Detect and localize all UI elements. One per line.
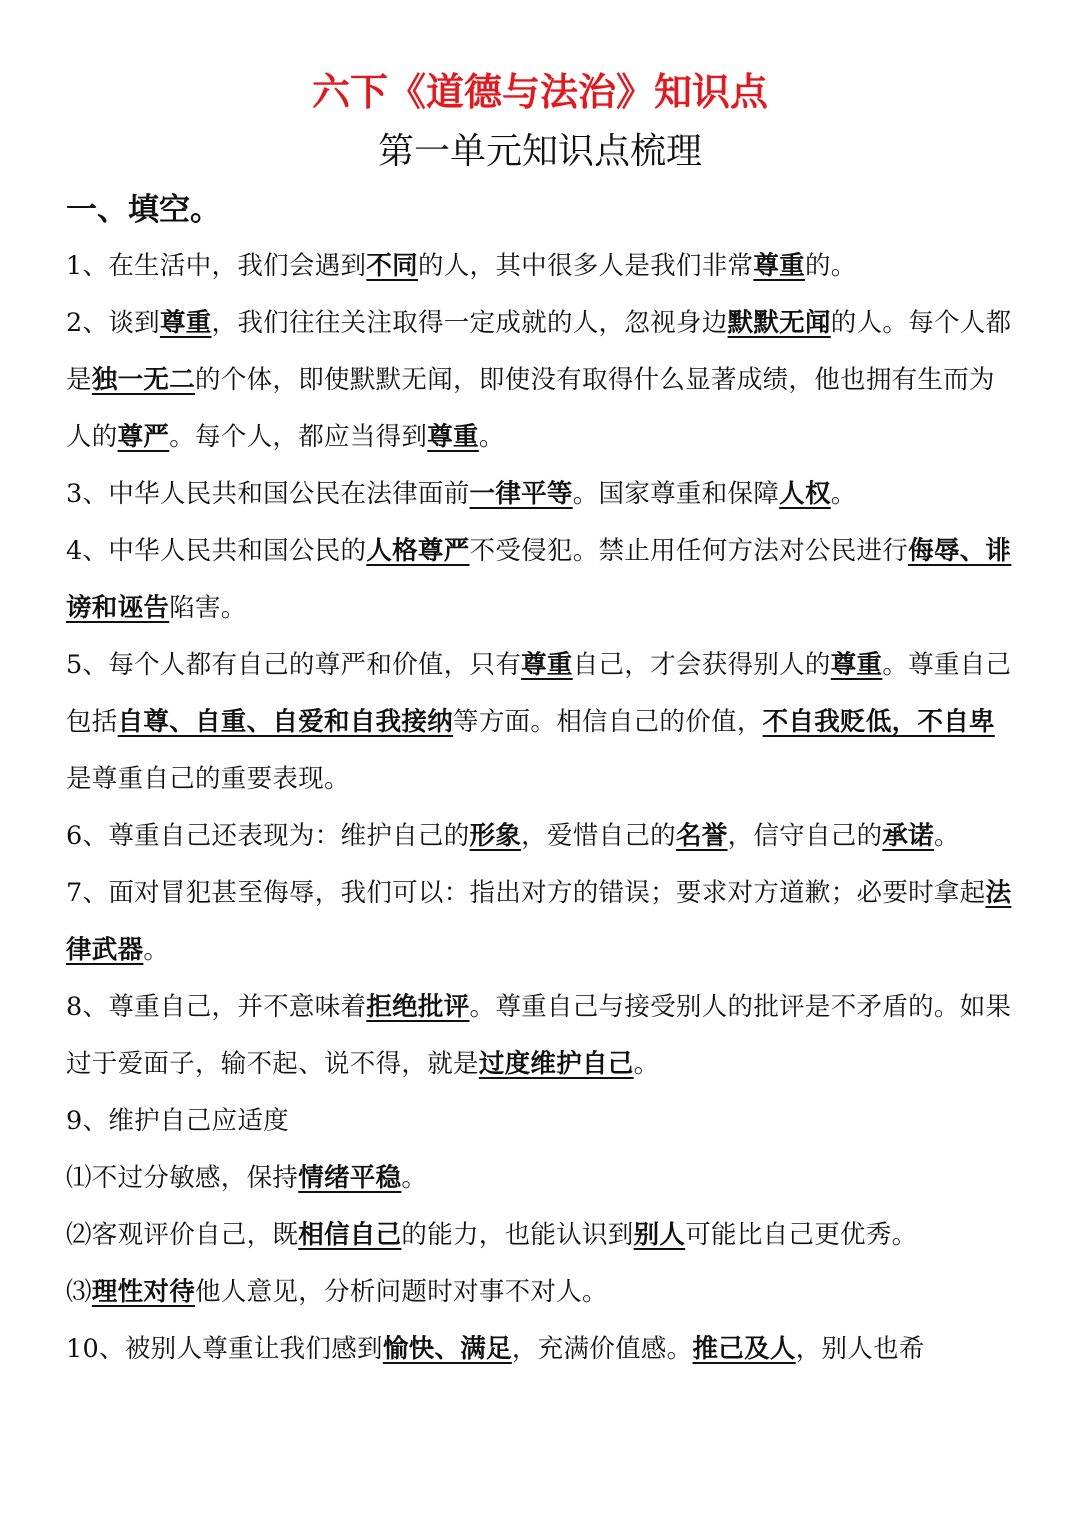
answer-text: 情绪平稳	[298, 1163, 402, 1193]
paragraph-text: 。国家尊重和保障	[572, 479, 780, 509]
paragraph	[66, 238, 1018, 295]
answer-text: 侮辱、诽谤和诬告	[66, 536, 1012, 623]
paragraph-text: 他人意见，分析问题时对事不对人。	[195, 1277, 608, 1307]
paragraph-text: 2、谈到	[66, 308, 160, 338]
paragraph-text: 8、尊重自己，并不意味着	[66, 992, 367, 1022]
paragraph-text: 9、维护自己应适度	[66, 1106, 289, 1136]
answer-text: 理性对待	[91, 1277, 196, 1307]
paragraph-text: 4、中华人民共和国公民的	[66, 536, 367, 566]
paragraph-text: 7、面对冒犯甚至侮辱，我们可以：指出对方的错误；要求对方道歉；必要时拿起	[66, 878, 986, 908]
paragraph-text: ⑵客观评价自己，既	[66, 1220, 299, 1250]
paragraph-text: 的。	[804, 251, 857, 281]
answer-text: 承诺	[882, 821, 934, 851]
paragraph-text: 10、被别人尊重让我们感到	[66, 1334, 383, 1364]
answer-text: 独一无二	[91, 365, 196, 395]
paragraph-text: ⑴不过分敏感，保持	[66, 1163, 299, 1193]
paragraph-text: 。	[933, 821, 960, 851]
answer-text: 一律平等	[469, 479, 573, 509]
paragraph-text: 的个体，即使默默无闻，即使没有取得什么显著成绩，他也拥有生而为人的	[66, 365, 995, 452]
paragraph	[66, 523, 1018, 637]
paragraph-text: 不受侵犯。禁止用任何方法对公民进行	[469, 536, 909, 566]
paragraph-text: 。	[143, 935, 170, 965]
paragraph-text: 5、每个人都有自己的尊严和价值，只有	[66, 650, 522, 680]
answer-text: 尊重	[159, 308, 212, 338]
paragraph-text: 是尊重自己的重要表现。	[66, 764, 350, 794]
paragraph	[66, 1150, 1018, 1207]
answer-text: 尊重	[427, 422, 479, 452]
answer-text: 尊重	[753, 251, 805, 281]
paragraph-text: 。	[830, 479, 857, 509]
answer-text: 默默无闻	[727, 308, 831, 338]
paragraph	[66, 865, 1018, 979]
section-heading: 一、填空。	[66, 192, 221, 228]
paragraph-text: 3、中华人民共和国公民在法律面前	[66, 479, 470, 509]
paragraph-text: ，爱惜自己的	[521, 821, 676, 851]
answer-text: 尊重	[830, 650, 883, 680]
paragraph-text: 。	[633, 1049, 660, 1079]
paragraph	[66, 1264, 1018, 1321]
paragraph	[66, 1207, 1018, 1264]
answer-text: 人格尊严	[366, 536, 470, 566]
answer-text: 法律武器	[66, 878, 1012, 965]
paragraph-text: 自己，才会获得别人的	[572, 650, 831, 680]
answer-text: 尊重	[521, 650, 573, 680]
doc-subtitle: 第一单元知识点梳理	[377, 131, 702, 172]
paragraph-text: 陷害。	[169, 593, 247, 623]
answer-text: 人权	[779, 479, 831, 509]
paragraph	[66, 295, 1018, 466]
answer-text: 名誉	[675, 821, 728, 851]
paragraph	[66, 808, 1018, 865]
paragraph-text: ⑶	[66, 1277, 92, 1307]
paragraph-text: 6、尊重自己还表现为：维护自己的	[66, 821, 470, 851]
paragraph-text: ，我们往往关注取得一定成就的人，忽视身边	[211, 308, 728, 338]
answer-text: 不同	[366, 251, 418, 281]
answer-text: 自尊、自重、自爱和自我接纳	[117, 707, 454, 737]
doc-title: 六下《道德与法治》知识点	[311, 70, 768, 114]
answer-text: 形象	[469, 821, 522, 851]
paragraph	[66, 979, 1018, 1093]
paragraph-text: 1、在生活中，我们会遇到	[66, 251, 367, 281]
answer-text: 别人	[633, 1220, 686, 1250]
paragraph	[66, 1093, 1018, 1150]
paragraph-text: ，别人也希	[795, 1334, 925, 1364]
paragraph-text: 。每个人，都应当得到	[169, 422, 428, 452]
paragraph-text: 。	[401, 1163, 428, 1193]
answer-text: 过度维护自己	[478, 1049, 634, 1079]
paragraph-text: 等方面。相信自己的价值，	[453, 707, 763, 737]
paragraph-text: ，信守自己的	[727, 821, 883, 851]
paragraph-text: 。尊重自己包括	[66, 650, 1012, 737]
answer-text: 拒绝批评	[366, 992, 470, 1022]
answer-text: 推己及人	[692, 1334, 796, 1364]
paragraph-text: 可能比自己更优秀。	[685, 1220, 918, 1250]
answer-text: 相信自己	[298, 1220, 402, 1250]
paragraph	[66, 466, 1018, 523]
paragraph-text: 的能力，也能认识到	[401, 1220, 634, 1250]
paragraph	[66, 1321, 1018, 1378]
answer-text: 不自我贬低，不自卑	[762, 707, 995, 737]
answer-text: 尊严	[117, 422, 170, 452]
paragraph-text: 的人。每个人都是	[66, 308, 1012, 395]
paragraph	[66, 637, 1018, 808]
answer-text: 愉快、满足	[382, 1334, 512, 1364]
paragraph-text: 。尊重自己与接受别人的批评是不矛盾的。如果过于爱面子，输不起、说不得，就是	[66, 992, 1012, 1079]
paragraph-text: ，充满价值感。	[511, 1334, 693, 1364]
doc-body	[66, 238, 1018, 1378]
paragraph-text: 的人，其中很多人是我们非常	[417, 251, 754, 281]
paragraph-text: 。	[478, 422, 505, 452]
